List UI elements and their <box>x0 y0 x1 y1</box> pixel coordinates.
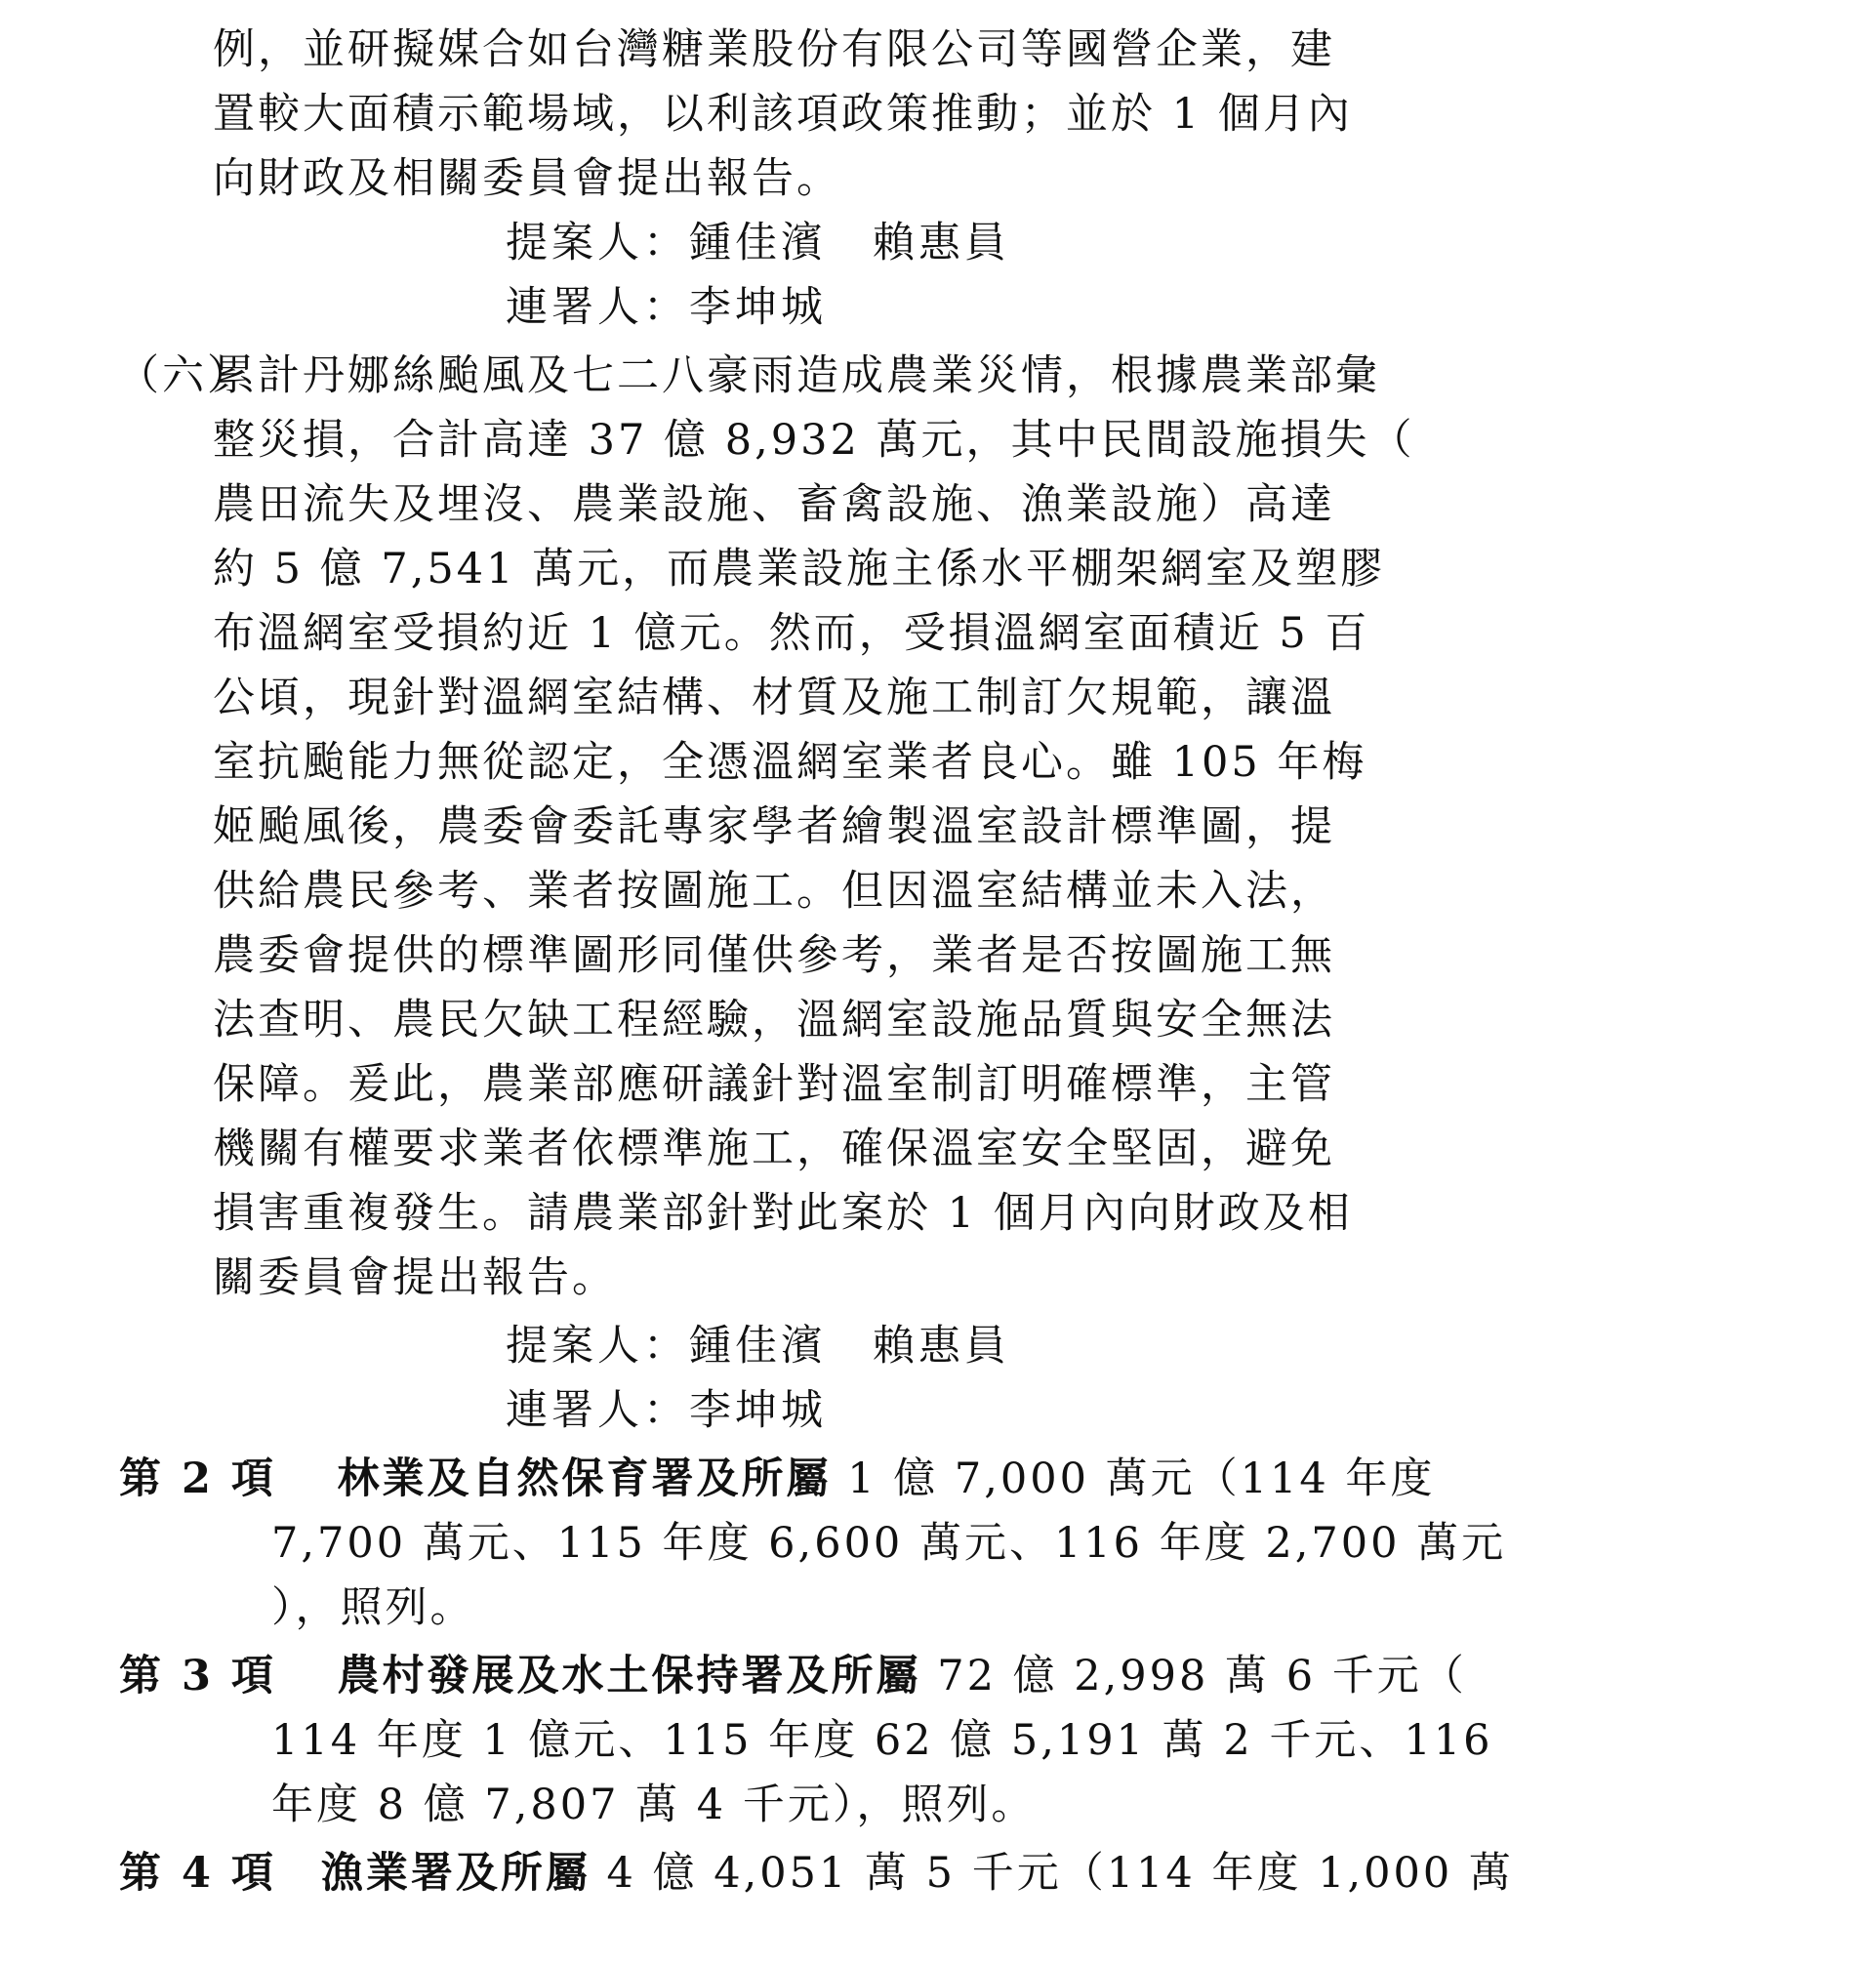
cosigner-line: 連署人：李坤城 <box>506 283 827 332</box>
agency-name: 林業及自然保育署及所屬 <box>337 1454 832 1503</box>
item-amount: 72 億 2,998 萬 6 千元（ <box>920 1652 1467 1700</box>
item-continuation: 114 年度 1 億元、115 年度 62 億 5,191 萬 2 千元、116 <box>271 1716 1493 1765</box>
paragraph-line: 關委員會提出報告。 <box>213 1253 617 1302</box>
paragraph-line: 損害重複發生。請農業部針對此案於 1 個月內向財政及相 <box>213 1189 1353 1238</box>
agency-name: 農村發展及水土保持署及所屬 <box>337 1652 921 1700</box>
budget-item <box>119 1447 1489 1511</box>
paragraph-line: 整災損，合計高達 37 億 8,932 萬元，其中民間設施損失（ <box>213 416 1415 465</box>
item-label: 第 2 項 <box>119 1454 276 1503</box>
paragraph-line: 機關有權要求業者依標準施工，確保溫室安全堅固，避免 <box>213 1125 1335 1173</box>
paragraph-line: 布溫網室受損約近 1 億元。然而，受損溫網室面積近 5 百 <box>213 609 1370 658</box>
item-continuation: ），照列。 <box>271 1583 475 1632</box>
agency-name: 漁業署及所屬 <box>320 1849 591 1898</box>
cosigner-line: 連署人：李坤城 <box>506 1386 827 1435</box>
paragraph-line: 置較大面積示範場域，以利該項政策推動；並於 1 個月內 <box>213 90 1353 139</box>
paragraph-line: 法查明、農民欠缺工程經驗，溫網室設施品質與安全無法 <box>213 996 1335 1044</box>
proposer-line: 提案人：鍾佳濱 賴惠員 <box>506 219 1010 267</box>
paragraph-line: 保障。爰此，農業部應研議針對溫室制訂明確標準，主管 <box>213 1060 1335 1109</box>
paragraph-line: 向財政及相關委員會提出報告。 <box>213 154 841 203</box>
paragraph-line: 約 5 億 7,541 萬元，而農業設施主係水平棚架網室及塑膠 <box>213 545 1386 594</box>
paragraph-marker: （六） <box>117 351 252 400</box>
paragraph-line: 公頃，現針對溫網室結構、材質及施工制訂欠規範，讓溫 <box>213 674 1335 722</box>
item-continuation: 7,700 萬元、115 年度 6,600 萬元、116 年度 2,700 萬元 <box>271 1519 1507 1568</box>
proposer-line: 提案人：鍾佳濱 賴惠員 <box>506 1322 1010 1371</box>
paragraph-line: 農委會提供的標準圖形同僅供參考，業者是否按圖施工無 <box>213 931 1335 980</box>
item-amount: 1 億 7,000 萬元（114 年度 <box>831 1454 1436 1503</box>
paragraph-line: 室抗颱能力無從認定，全憑溫網室業者良心。雖 105 年梅 <box>213 738 1367 787</box>
paragraph-line: 農田流失及埋沒、農業設施、畜禽設施、漁業設施）高達 <box>213 480 1335 529</box>
item-amount: 4 億 4,051 萬 5 千元（114 年度 1,000 萬 <box>590 1849 1514 1898</box>
item-label: 第 3 項 <box>119 1652 276 1700</box>
item-label: 第 4 項 <box>119 1849 276 1898</box>
paragraph-line: 累計丹娜絲颱風及七二八豪雨造成農業災情，根據農業部彙 <box>213 351 1380 400</box>
budget-item <box>119 1841 1514 1905</box>
paragraph-line: 例，並研擬媒合如台灣糖業股份有限公司等國營企業，建 <box>213 25 1335 74</box>
item-continuation: 年度 8 億 7,807 萬 4 千元），照列。 <box>271 1781 1037 1829</box>
paragraph-line: 姬颱風後，農委會委託專家學者繪製溫室設計標準圖，提 <box>213 802 1335 851</box>
paragraph-line: 供給農民參考、業者按圖施工。但因溫室結構並未入法， <box>213 867 1335 916</box>
budget-item <box>119 1644 1489 1708</box>
